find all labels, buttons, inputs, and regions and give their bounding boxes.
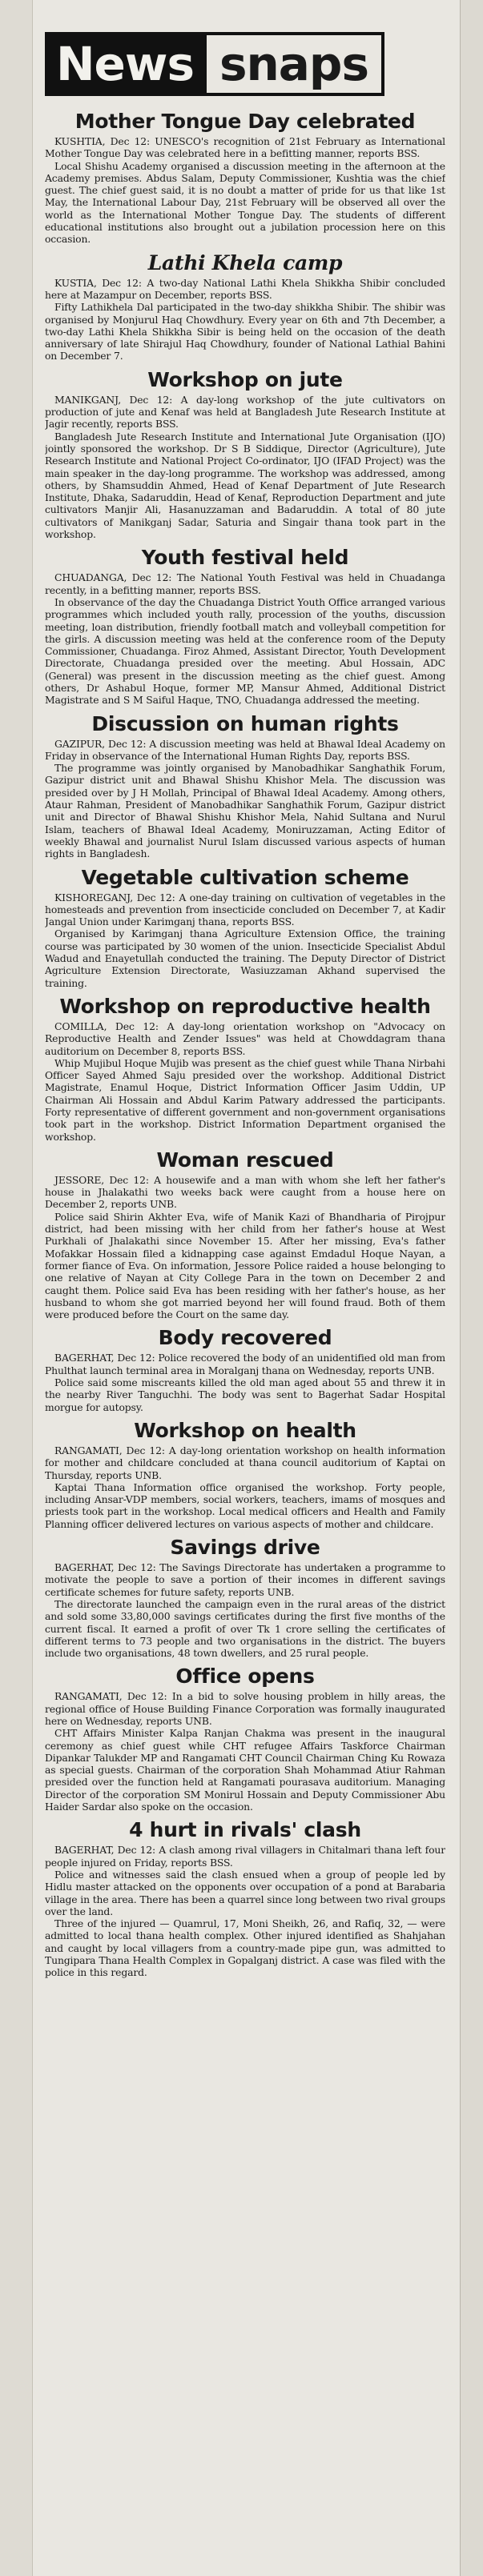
adjacent-column-right (460, 0, 483, 2576)
story-lead-paragraph: RANGAMATI, Dec 12: A day-long orientation workshop on health information for mother and childcare concluded at thana council auditorium of Kaptai on Thursday, reports UNB. (45, 1444, 445, 1481)
news-story (45, 1817, 445, 1978)
news-story (45, 1325, 445, 1412)
story-paragraph: Fifty Lathikhela Dal participated in the two-day shikkha Shibir. The shibir was organised by Monjurul Haq Chowdhury. Every year on 6th and 7th December, a two-day Lathi Khela Shikkha Sibir is being held on the occasion of the death anniversary of late Shirajul Haq Chowdhury, founder of National Lathial Bahini on December 7. (45, 301, 445, 363)
story-headline: Youth festival held (141, 546, 349, 570)
story-headline: 4 hurt in rivals' clash (129, 1818, 361, 1842)
story-headline: Mother Tongue Day celebrated (74, 110, 416, 133)
story-headline: Discussion on human rights (91, 711, 399, 735)
story-lead-paragraph: GAZIPUR, Dec 12: A discussion meeting was held at Bhawal Ideal Academy on Friday in observance of the International Human Rights Day, reports BSS. (45, 737, 445, 762)
story-headline: Lathi Khela camp (147, 250, 343, 274)
news-story (45, 994, 445, 1143)
story-paragraph: Local Shishu Academy organised a discussion meeting in the afternoon at the Academy premises. Abdus Salam, Deputy Commissioner, Kushtia was the chief guest. The chief guest said, it is no doubt a matter of pride for us that like 1st May, the International Labour Day, 21st February will be observed all over the world as the International Mother Tongue Day. The students of different educational institutions also brought out a jubilation procession here on this occasion. (45, 159, 445, 246)
story-lead-paragraph: KUSHTIA, Dec 12: UNESCO's recognition of 21st February as International Mother Tongue Day was celebrated here in a befitting manner, reports BSS. (45, 135, 445, 160)
story-paragraph: Organised by Karimganj thana Agriculture Extension Office, the training course was participated by 30 women of the union. Insecticide Specialist Abdul Wadud and Enayetullah conducted the training. The Deputy Director of District Agriculture Extension Directorate, Wasiuzzaman Akhand supervised the training. (45, 927, 445, 989)
story-paragraph: In observance of the day the Chuadanga District Youth Office arranged various programmes which included youth rally, procession of the youths, discussion meeting, loan distribution, friendly football match and volleyball competition for the girls. A discussion meeting was held at the conference room of the Deputy Commissioner, Chuadanga. Firoz Ahmed, Assistant Director, Youth Development Directorate, Chuadanga presided over the meeting. Abul Hossain, ADC (General) was present in the discussion meeting as the chief guest. Among others, Dr Ashabul Hoque, former MP, Mansur Ahmed, Additional District Magistrate and S M Saiful Haque, TNO, Chuadanga addressed the meeting. (45, 595, 445, 707)
story-headline: Woman rescued (156, 1148, 334, 1172)
story-paragraph: The directorate launched the campaign even in the rural areas of the district and sold some 33,80,000 savings certificates during the first five months of the current fiscal. It earned a profit of over Tk 1 crore selling the certificates of different terms to 73 people and two organisations in the district. The buyers include two organisations, 48 town dwellers, and 25 rural people. (45, 1597, 445, 1660)
story-lead-paragraph: MANIKGANJ, Dec 12: A day-long workshop of the jute cultivators on production of jute and Kenaf was held at Bangladesh Jute Research Institute at Jagir recently, reports BSS. (45, 393, 445, 431)
news-story (45, 1664, 445, 1813)
masthead-snaps: snaps (207, 32, 384, 96)
story-paragraph: Police and witnesses said the clash ensued when a group of people led by Hidlu master attacked on the opponents over occupation of a pond at Barabaria village in the area. There has been a quarrel since long between two rival groups over the land. (45, 1868, 445, 1917)
news-story (45, 1535, 445, 1659)
story-paragraph: Police said some miscreants killed the old man aged about 55 and threw it in the nearby River Tanguchhi. The body was sent to Bagerhat Sadar Hospital morgue for autopsy. (45, 1376, 445, 1413)
news-story (45, 109, 445, 246)
story-lead-paragraph: BAGERHAT, Dec 12: Police recovered the body of an unidentified old man from Phulthat launch terminal area in Moralganj thana on Wednesday, reports UNB. (45, 1352, 445, 1376)
story-paragraph: Police said Shirin Akhter Eva, wife of Manik Kazi of Bhandharia of Pirojpur district, had been missing with her child from her father's house at West Purkhali of Jhalakathi since November 15. After her missing, Eva's father Mofakkar Hossain filed a kidnapping case against Emdadul Hoque Nayan, a former fiance of Eva. On information, Jessore Police raided a house belonging to one relative of Nayan at City College Para in the town on December 2 and caught them. Police said Eva has been residing with her father's house, as her husband to whom she got married beyond her will found fraud. Both of them were produced before the Court on the same day. (45, 1210, 445, 1321)
story-lead-paragraph: BAGERHAT, Dec 12: A clash among rival villagers in Chitalmari thana left four people injured on Friday, reports BSS. (45, 1844, 445, 1869)
news-story (45, 250, 445, 363)
story-lead-paragraph: KISHOREGANJ, Dec 12: A one-day training on cultivation of vegetables in the homesteads and prevention from insecticide concluded on December 7, at Kadir Jangal Union under Karimganj thana, reports BSS. (45, 891, 445, 928)
story-headline: Office opens (175, 1665, 315, 1689)
story-paragraph: The programme was jointly organised by Manobadhikar Sanghathik Forum, Gazipur district unit and Bhawal Shishu Khishor Mela. The discussion was presided over by J H Mollah, Principal of Bhawal Ideal Academy. Among others, Ataur Rahman, President of Manobadhikar Sanghathik Forum, Gazipur district unit and Director of Bhawal Shishu Khishor Mela, Nahid Sultana and Nurul Islam, teachers of Bhawal Ideal Academy, Moniruzzaman, Acting Editor of weekly Bhawal and journalist Nurul Islam discussed various aspects of human rights in Bangladesh. (45, 762, 445, 860)
story-lead-paragraph: BAGERHAT, Dec 12: The Savings Directorate has undertaken a programme to motivate the people to save a portion of their incomes in different savings certificate schemes for future safety, reports UNB. (45, 1561, 445, 1598)
story-headline: Savings drive (170, 1536, 320, 1560)
news-snaps-column (45, 27, 445, 2564)
masthead-news: News (45, 32, 207, 96)
news-story (45, 367, 445, 541)
news-story (45, 865, 445, 989)
masthead (45, 27, 445, 101)
story-paragraph: Bangladesh Jute Research Institute and International Jute Organisation (IJO) jointly sponsored the workshop. Dr S B Siddique, Director (Agriculture), Jute Research Institute and National Project Co-ordinator, IJO (IFAD Project) was the main speaker in the day-long programme. The workshop was addressed, among others, by Shamsuddin Ahmed, Head of Kenaf Department of Jute Research Institute, Dhaka, Sadaruddin, Head of Kenaf, Reproduction Department and jute cultivators Manjir Ali, Hasanuzzaman and Badaruddin. A total of 80 jute cultivators of Manikganj Sadar, Saturia and Singair thana took part in the workshop. (45, 430, 445, 541)
story-lead-paragraph: CHUADANGA, Dec 12: The National Youth Festival was held in Chuadanga recently, in a befitting manner, reports BSS. (45, 571, 445, 596)
story-lead-paragraph: RANGAMATI, Dec 12: In a bid to solve housing problem in hilly areas, the regional office of House Building Finance Corporation was formally inaugurated here on Wednesday, reports UNB. (45, 1690, 445, 1727)
story-paragraph: Three of the injured — Quamrul, 17, Moni Sheikh, 26, and Rafiq, 32, — were admitted to local thana health complex. Other injured identified as Shahjahan and caught by local villagers from a country-made pipe gun, was admitted to Tungipara Thana Health Complex in Gopalganj district. A case was filed with the police in this regard. (45, 1917, 445, 1979)
news-story (45, 1148, 445, 1321)
story-paragraph: Kaptai Thana Information office organised the workshop. Forty people, including Ansar-VDP members, social workers, teachers, imams of mosques and priests took part in the workshop. Local medical officers and Health and Family Planning officer delivered lectures on various aspects of mother and childcare. (45, 1480, 445, 1530)
story-list (45, 109, 445, 1979)
story-lead-paragraph: COMILLA, Dec 12: A day-long orientation workshop on "Advocacy on Reproductive Health and Zender Issues" was held at Chowddagram thana auditorium on December 8, reports BSS. (45, 1020, 445, 1057)
story-headline: Workshop on health (134, 1418, 356, 1442)
story-headline: Vegetable cultivation scheme (81, 865, 409, 889)
news-story (45, 545, 445, 706)
story-paragraph: Whip Mujibul Hoque Mujib was present as the chief guest while Thana Nirbahi Officer Sayed Ahmed Saju presided over the workshop. Additional District Magistrate, Enamul Hoque, District Information Officer Jasim Uddin, UP Chairman Ali Hossain and Abdul Karim Patwary addressed the participants. Forty representative of different government and non-government organisations took part in the workshop. District Information Department organised the workshop. (45, 1056, 445, 1143)
story-headline: Workshop on reproductive health (59, 994, 431, 1018)
story-paragraph: CHT Affairs Minister Kalpa Ranjan Chakma was present in the inaugural ceremony as chief guest while CHT refugee Affairs Taskforce Chairman Dipankar Talukder MP and Rangamati CHT Council Chairman Ching Ku Rowaza as special guests. Chairman of the corporation Shah Mohammad Atiur Rahman presided over the function held at Rangamati pourasava auditorium. Managing Director of the corporation SM Monirul Hossain and Deputy Commissioner Abu Haider Sardar also spoke on the occasion. (45, 1727, 445, 1813)
story-headline: Workshop on jute (147, 367, 343, 391)
story-headline: Body recovered (158, 1326, 332, 1350)
story-lead-paragraph: JESSORE, Dec 12: A housewife and a man with whom she left her father's house in Jhalakathi two weeks back were caught from a house here on December 2, reports UNB. (45, 1173, 445, 1211)
story-lead-paragraph: KUSTIA, Dec 12: A two-day National Lathi Khela Shikkha Shibir concluded here at Mazampur on December, reports BSS. (45, 276, 445, 301)
news-story (45, 711, 445, 860)
adjacent-column-left (0, 0, 33, 2576)
news-story (45, 1418, 445, 1530)
